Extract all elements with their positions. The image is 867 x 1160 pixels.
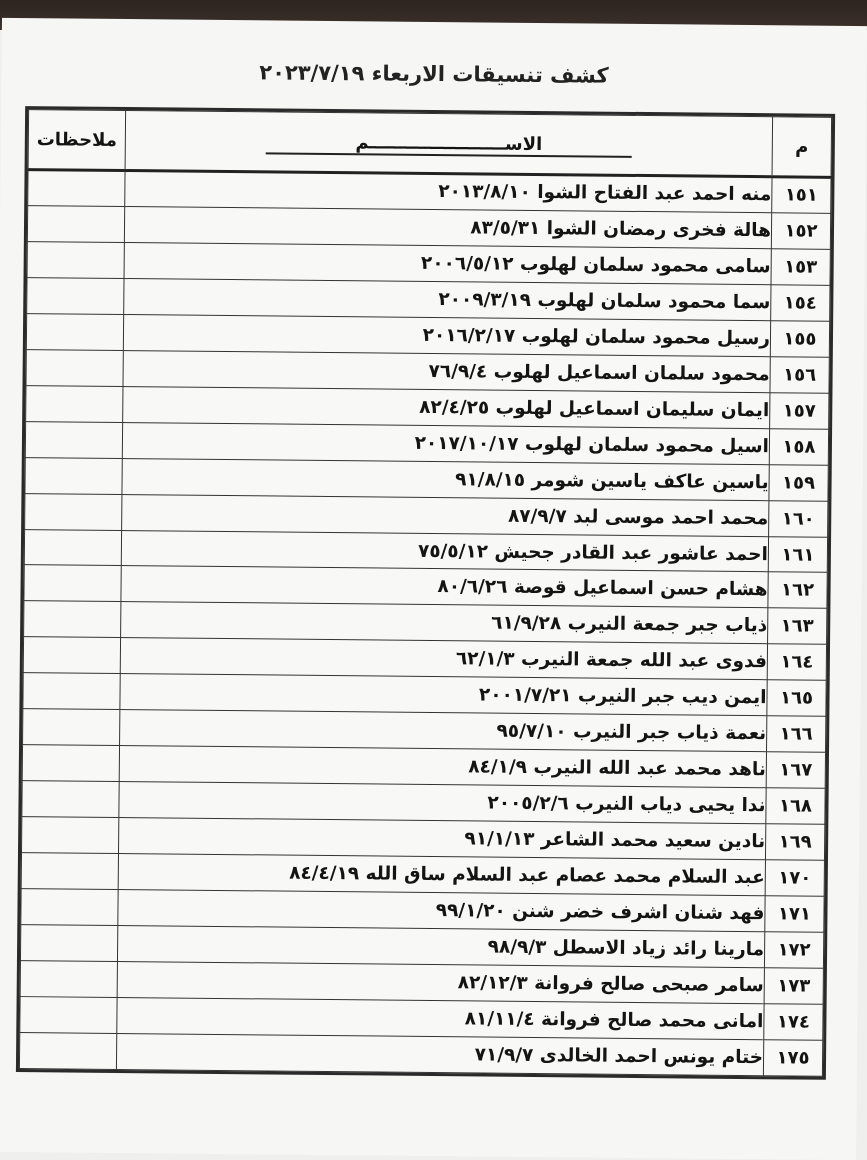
row-number: ١٦٢	[768, 572, 827, 609]
page-title: كشف تنسيقات الاربعاء ٢٠٢٣/٧/١٩	[259, 60, 609, 88]
row-name: ندا يحيى دياب النيرب ٢٠٠٥/٢/٦	[119, 782, 766, 824]
row-name: ختام يونس احمد الخالدى ٧١/٩/٧	[116, 1033, 763, 1075]
header-name	[125, 111, 773, 177]
row-name: اسيل محمود سلمان لهلوب ٢٠١٧/١٠/١٧	[122, 422, 769, 464]
row-notes	[26, 313, 123, 350]
row-name: منه احمد عبد الفتاح الشوا ٢٠١٣/٨/١٠	[125, 171, 772, 213]
row-number: ١٧٢	[764, 932, 823, 969]
row-name: سما محمود سلمان لهلوب ٢٠٠٩/٣/١٩	[124, 278, 771, 320]
row-notes	[26, 385, 123, 422]
row-name: احمد عاشور عبد القادر جحيش ٧٥/٥/١٢	[121, 530, 768, 572]
row-notes	[24, 565, 121, 602]
row-name: محمود سلمان اسماعيل لهلوب ٧٦/٩/٤	[123, 350, 770, 392]
row-number: ١٥٣	[771, 249, 830, 286]
row-name: نعمة ذياب جبر النيرب ٩٥/٧/١٠	[120, 710, 767, 752]
row-number: ١٦٨	[766, 788, 825, 825]
row-name: ايمان سليمان اسماعيل لهلوب ٨٢/٤/٢٥	[123, 386, 770, 428]
row-name: مارينا رائد زياد الاسطل ٩٨/٩/٣	[117, 926, 764, 968]
row-notes	[22, 781, 119, 818]
row-notes	[20, 925, 117, 962]
row-number: ١٦١	[768, 536, 827, 573]
row-notes	[25, 421, 122, 458]
row-notes	[22, 817, 119, 854]
header-number: م	[772, 117, 832, 178]
row-name: امانى محمد صالح فروانة ٨١/١١/٤	[117, 997, 764, 1039]
row-number: ١٦٤	[767, 644, 826, 681]
roster-table-frame	[16, 106, 835, 1080]
row-notes	[23, 673, 120, 710]
row-notes	[20, 996, 117, 1033]
row-notes	[23, 709, 120, 746]
row-name: سامر صبحى صالح فروانة ٨٢/١٢/٣	[117, 961, 764, 1003]
table-header-row	[28, 110, 832, 178]
row-name: رسيل محمود سلمان لهلوب ٢٠١٦/٢/١٧	[123, 314, 770, 356]
row-number: ١٧٥	[763, 1040, 822, 1077]
row-notes	[26, 349, 123, 386]
row-number: ١٦٣	[768, 608, 827, 645]
row-notes	[28, 170, 125, 207]
header-name-label: الاســــــــــــــــــــــم	[265, 131, 632, 158]
document-page	[0, 18, 867, 1160]
row-notes	[27, 206, 124, 243]
row-notes	[23, 637, 120, 674]
row-name: عبد السلام محمد عصام عبد السلام ساق الله ٨٤/٤/١٩	[118, 854, 765, 896]
row-notes	[27, 277, 124, 314]
row-name: ايمن ديب جبر النيرب ٢٠٠١/٧/٢١	[120, 674, 767, 716]
row-number: ١٥١	[772, 177, 831, 214]
row-number: ١٥٥	[770, 321, 829, 358]
row-number: ١٦٦	[767, 716, 826, 753]
row-notes	[25, 457, 122, 494]
row-notes	[21, 853, 118, 890]
row-name: سامى محمود سلمان لهلوب ٢٠٠٦/٥/١٢	[124, 242, 771, 284]
row-number: ١٥٦	[770, 357, 829, 394]
row-number: ١٧٤	[764, 1004, 823, 1041]
row-notes	[25, 493, 122, 530]
row-name: فدوى عبد الله جمعة النيرب ٦٢/١/٣	[120, 638, 767, 680]
row-name: هشام حسن اسماعيل قوصة ٨٠/٦/٢٦	[121, 566, 768, 608]
row-name: نادين سعيد محمد الشاعر ٩١/١/١٣	[119, 818, 766, 860]
roster-table	[19, 109, 832, 1077]
row-number: ١٥٩	[769, 464, 828, 501]
row-notes	[24, 601, 121, 638]
row-name: ناهد محمد عبد الله النيرب ٨٤/١/٩	[119, 746, 766, 788]
row-number: ١٦٠	[769, 500, 828, 537]
header-notes: ملاحظات	[28, 110, 126, 171]
row-notes	[24, 529, 121, 566]
row-name: ياسين عاكف ياسين شومر ٩١/٨/١٥	[122, 458, 769, 500]
row-number: ١٦٧	[766, 752, 825, 789]
table-row	[19, 1032, 822, 1076]
row-name: فهد شنان اشرف خضر شنن ٩٩/١/٢٠	[118, 890, 765, 932]
row-name: محمد احمد موسى لبد ٨٧/٩/٧	[122, 494, 769, 536]
row-number: ١٧١	[765, 896, 824, 933]
row-number: ١٥٢	[771, 213, 830, 250]
row-notes	[20, 961, 117, 998]
row-number: ١٧٣	[764, 968, 823, 1005]
row-number: ١٦٥	[767, 680, 826, 717]
row-notes	[21, 889, 118, 926]
row-name: ذياب جبر جمعة النيرب ٦١/٩/٢٨	[121, 602, 768, 644]
table-body	[19, 170, 831, 1077]
row-notes	[22, 745, 119, 782]
row-number: ١٥٤	[771, 285, 830, 322]
row-name: هالة فخرى رمضان الشوا ٨٣/٥/٣١	[124, 206, 771, 248]
row-number: ١٥٨	[769, 428, 828, 465]
row-notes	[27, 242, 124, 279]
row-number: ١٦٩	[765, 824, 824, 861]
row-notes	[19, 1032, 116, 1069]
row-number: ١٥٧	[770, 392, 829, 429]
row-number: ١٧٠	[765, 860, 824, 897]
